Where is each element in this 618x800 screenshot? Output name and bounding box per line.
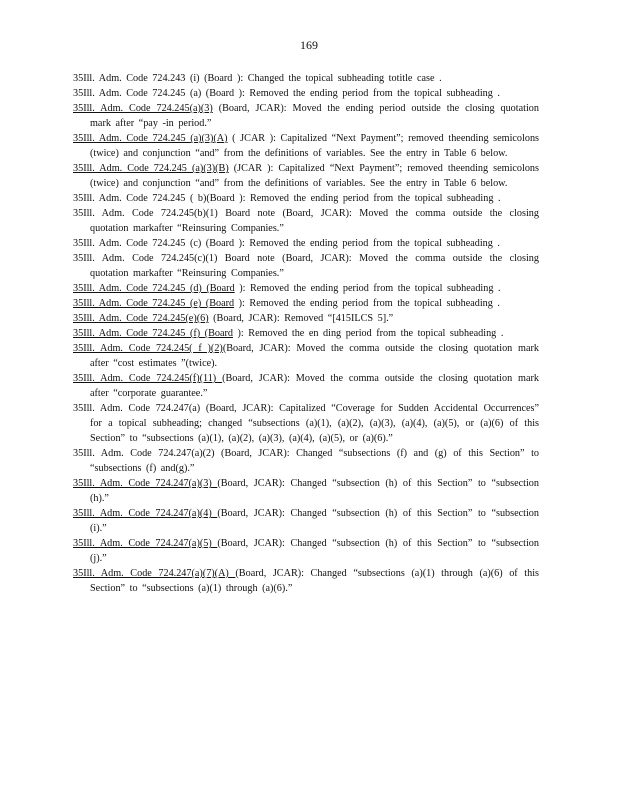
entry-text: (Board, JCAR): Removed “[415ILCS 5].” [208, 313, 394, 324]
list-item [73, 161, 539, 191]
list-item [73, 86, 539, 101]
entry-text: ): Removed the en ding period from the topical subheading . [232, 328, 504, 339]
list-item [73, 206, 539, 236]
citation: 35Ill. Adm. Code 724.245(e)(6) [73, 313, 209, 324]
entry-text: 35Ill. Adm. Code 724.245(c)(1) Board note (Board, JCAR): Moved the comma outside the closing quotation markafter “Reinsuring Companies.” [73, 253, 539, 279]
list-item [73, 311, 539, 326]
citation: 35Ill. Adm. Code 724.245 (a)(3)(A) [73, 133, 228, 144]
amendment-list [73, 71, 539, 596]
citation: 35Ill. Adm. Code 724.245 (a)(3)(B) [73, 163, 229, 174]
citation: 35Ill. Adm. Code 724.245 (d) (Board [73, 283, 235, 294]
entry-text: (Board, JCAR): Changed “subsection (h) of this Section” to “subsection (j).” [90, 538, 539, 564]
list-item [73, 71, 539, 86]
citation: 35Ill. Adm. Code 724.245( f )(2) [73, 343, 223, 354]
citation: 35Ill. Adm. Code 724.245(f)(11) [73, 373, 223, 384]
citation: 35Ill. Adm. Code 724.247(a)(4) [73, 508, 218, 519]
citation: 35Ill. Adm. Code 724.247(a)(5) [73, 538, 218, 549]
entry-text: (JCAR ): Capitalized “Next Payment”; removed theending semicolons (twice) and conjunction “and” from the definitions of variables. See the entry in Table 6 below. [90, 163, 539, 189]
entry-text: 35Ill. Adm. Code 724.247(a) (Board, JCAR): Capitalized “Coverage for Sudden Accidental Occurrences” for a topical subheading; changed “subsections (a)(1), (a)(2), (a)(3), (a)(4), (a)(5), or (a)(6) of this Section” to “subsections (a)(1), (a)(2), (a)(3), (a)(4), (a)(5), or (a)(6).” [73, 403, 539, 444]
list-item [73, 131, 539, 161]
entry-text: 35Ill. Adm. Code 724.243 (i) (Board ): Changed the topical subheading totitle case . [73, 73, 442, 84]
entry-text: 35Ill. Adm. Code 724.245 ( b)(Board ): Removed the ending period from the topical subheading . [73, 193, 501, 204]
list-item [73, 536, 539, 566]
entry-text: (Board, JCAR): Changed “subsection (h) of this Section” to “subsection (i).” [90, 508, 539, 534]
list-item [73, 236, 539, 251]
entry-text: 35Ill. Adm. Code 724.245 (a) (Board ): Removed the ending period from the topical subheading . [73, 88, 500, 99]
list-item [73, 326, 539, 341]
entry-text: 35Ill. Adm. Code 724.247(a)(2) (Board, JCAR): Changed “subsections (f) and (g) of this Section” to “subsections (f) and(g).” [73, 448, 539, 474]
entry-text: ): Removed the ending period from the topical subheading . [234, 283, 501, 294]
entry-text: (Board, JCAR): Moved the comma outside the closing quotation mark after “cost estimates ”(twice). [90, 343, 539, 369]
entry-text: ): Removed the ending period from the topical subheading . [234, 298, 500, 309]
list-item [73, 446, 539, 476]
entry-text: 35Ill. Adm. Code 724.245 (c) (Board ): Removed the ending period from the topical subheading . [73, 238, 500, 249]
entry-text: ( JCAR ): Capitalized “Next Payment”; removed theending semicolons (twice) and conjunction “and” from the definitions of variables. See the entry in Table 6 below. [90, 133, 540, 159]
list-item [73, 401, 539, 446]
list-item [73, 101, 539, 131]
citation: 35Ill. Adm. Code 724.247(a)(3) [73, 478, 218, 489]
entry-text: (Board, JCAR): Changed “subsections (a)(1) through (a)(6) of this Section” to “subsections (a)(1) through (a)(6).” [90, 568, 539, 594]
citation: 35Ill. Adm. Code 724.245 (e) (Board [73, 298, 235, 309]
list-item [73, 281, 539, 296]
list-item [73, 566, 539, 596]
citation: 35Ill. Adm. Code 724.245 (f) (Board [73, 328, 233, 339]
entry-text: (Board, JCAR): Moved the ending period outside the closing quotation mark after “pay -in period.” [90, 103, 539, 129]
list-item [73, 506, 539, 536]
list-item [73, 476, 539, 506]
entry-text: (Board, JCAR): Changed “subsection (h) of this Section” to “subsection (h).” [90, 478, 539, 504]
entry-text: 35Ill. Adm. Code 724.245(b)(1) Board note (Board, JCAR): Moved the comma outside the closing quotation markafter “Reinsuring Companies.” [73, 208, 539, 234]
list-item [73, 341, 539, 371]
list-item [73, 191, 539, 206]
citation: 35Ill. Adm. Code 724.245(a)(3) [73, 103, 213, 114]
list-item [73, 251, 539, 281]
entry-text: (Board, JCAR): Moved the comma outside the closing quotation mark after “corporate guarantee.” [90, 373, 539, 399]
page-number: 169 [300, 38, 318, 52]
list-item [73, 296, 539, 311]
list-item [73, 371, 539, 401]
citation: 35Ill. Adm. Code 724.247(a)(7)(A) [73, 568, 236, 579]
